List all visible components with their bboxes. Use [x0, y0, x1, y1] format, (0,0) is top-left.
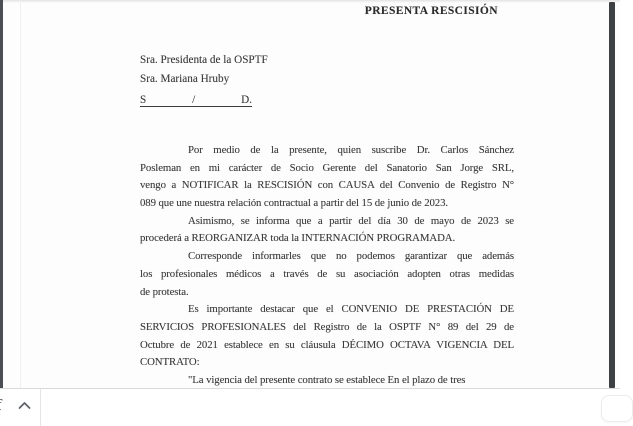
- page-top-edge: [0, 0, 620, 3]
- recipient-line: Sra. Mariana Hruby: [140, 73, 230, 85]
- document-line: Es importante destacar que el CONVENIO DE PRESTACIÓN DE: [188, 303, 514, 316]
- recipient-line: Sra. Presidenta de la OSPTF: [140, 54, 268, 66]
- salutation-left: S: [140, 94, 147, 106]
- partial-text: [0, 396, 2, 414]
- document-line: de protesta.: [140, 285, 189, 298]
- document-line: Octubre de 2021 establece en su cláusula DÉCIMO OCTAVA VIGENCIA DEL: [140, 338, 514, 351]
- document-line: Posleman en mi carácter de Socio Gerente del Sanatorio San Jorge SRL,: [140, 161, 514, 174]
- document-line: Por medio de la presente, quien suscribe Dr. Carlos Sánchez: [188, 144, 514, 156]
- salutation-right: D.: [241, 94, 252, 106]
- document-line: los profesionales médicos a través de su asociación adopten otras medidas: [140, 267, 514, 280]
- document-line: SERVICIOS PROFESIONALES del Registro de la OSPTF N° 89 del 29 de: [140, 320, 514, 333]
- window-left-edge: [0, 0, 3, 388]
- scrollbar[interactable]: [609, 2, 615, 388]
- collapse-button[interactable]: [13, 394, 35, 416]
- corner-button[interactable]: [601, 395, 633, 422]
- document-line: procederá a REORGANIZAR toda la INTERNACIÓN PROGRAMADA.: [140, 232, 456, 245]
- document-line: vengo a NOTIFICAR la RESCISIÓN con CAUSA del Convenio de Registro N°: [140, 179, 514, 192]
- document-line: CONTRATO:: [140, 356, 200, 369]
- salutation-line: [140, 91, 252, 107]
- document-title: PRESENTA RESCISIÓN: [364, 5, 498, 17]
- document-body: [140, 142, 514, 390]
- page-margin-line: [20, 0, 21, 388]
- recipient-block: [140, 51, 512, 107]
- chevron-up-icon: [18, 401, 31, 410]
- document-line: 089 que une nuestra relación contractual a partir del 15 de junio de 2023.: [140, 197, 448, 210]
- document-line: Asimismo, se informa que a partir del día 30 de mayo de 2023 se: [188, 214, 514, 227]
- footer-bar: [0, 388, 620, 425]
- salutation-separator: /: [192, 94, 196, 106]
- footer-divider: [40, 389, 41, 426]
- document-line: Corresponde informarles que no podemos garantizar que además: [188, 250, 514, 263]
- document-line: "La vigencia del presente contrato se establece En el plazo de tres: [188, 373, 466, 386]
